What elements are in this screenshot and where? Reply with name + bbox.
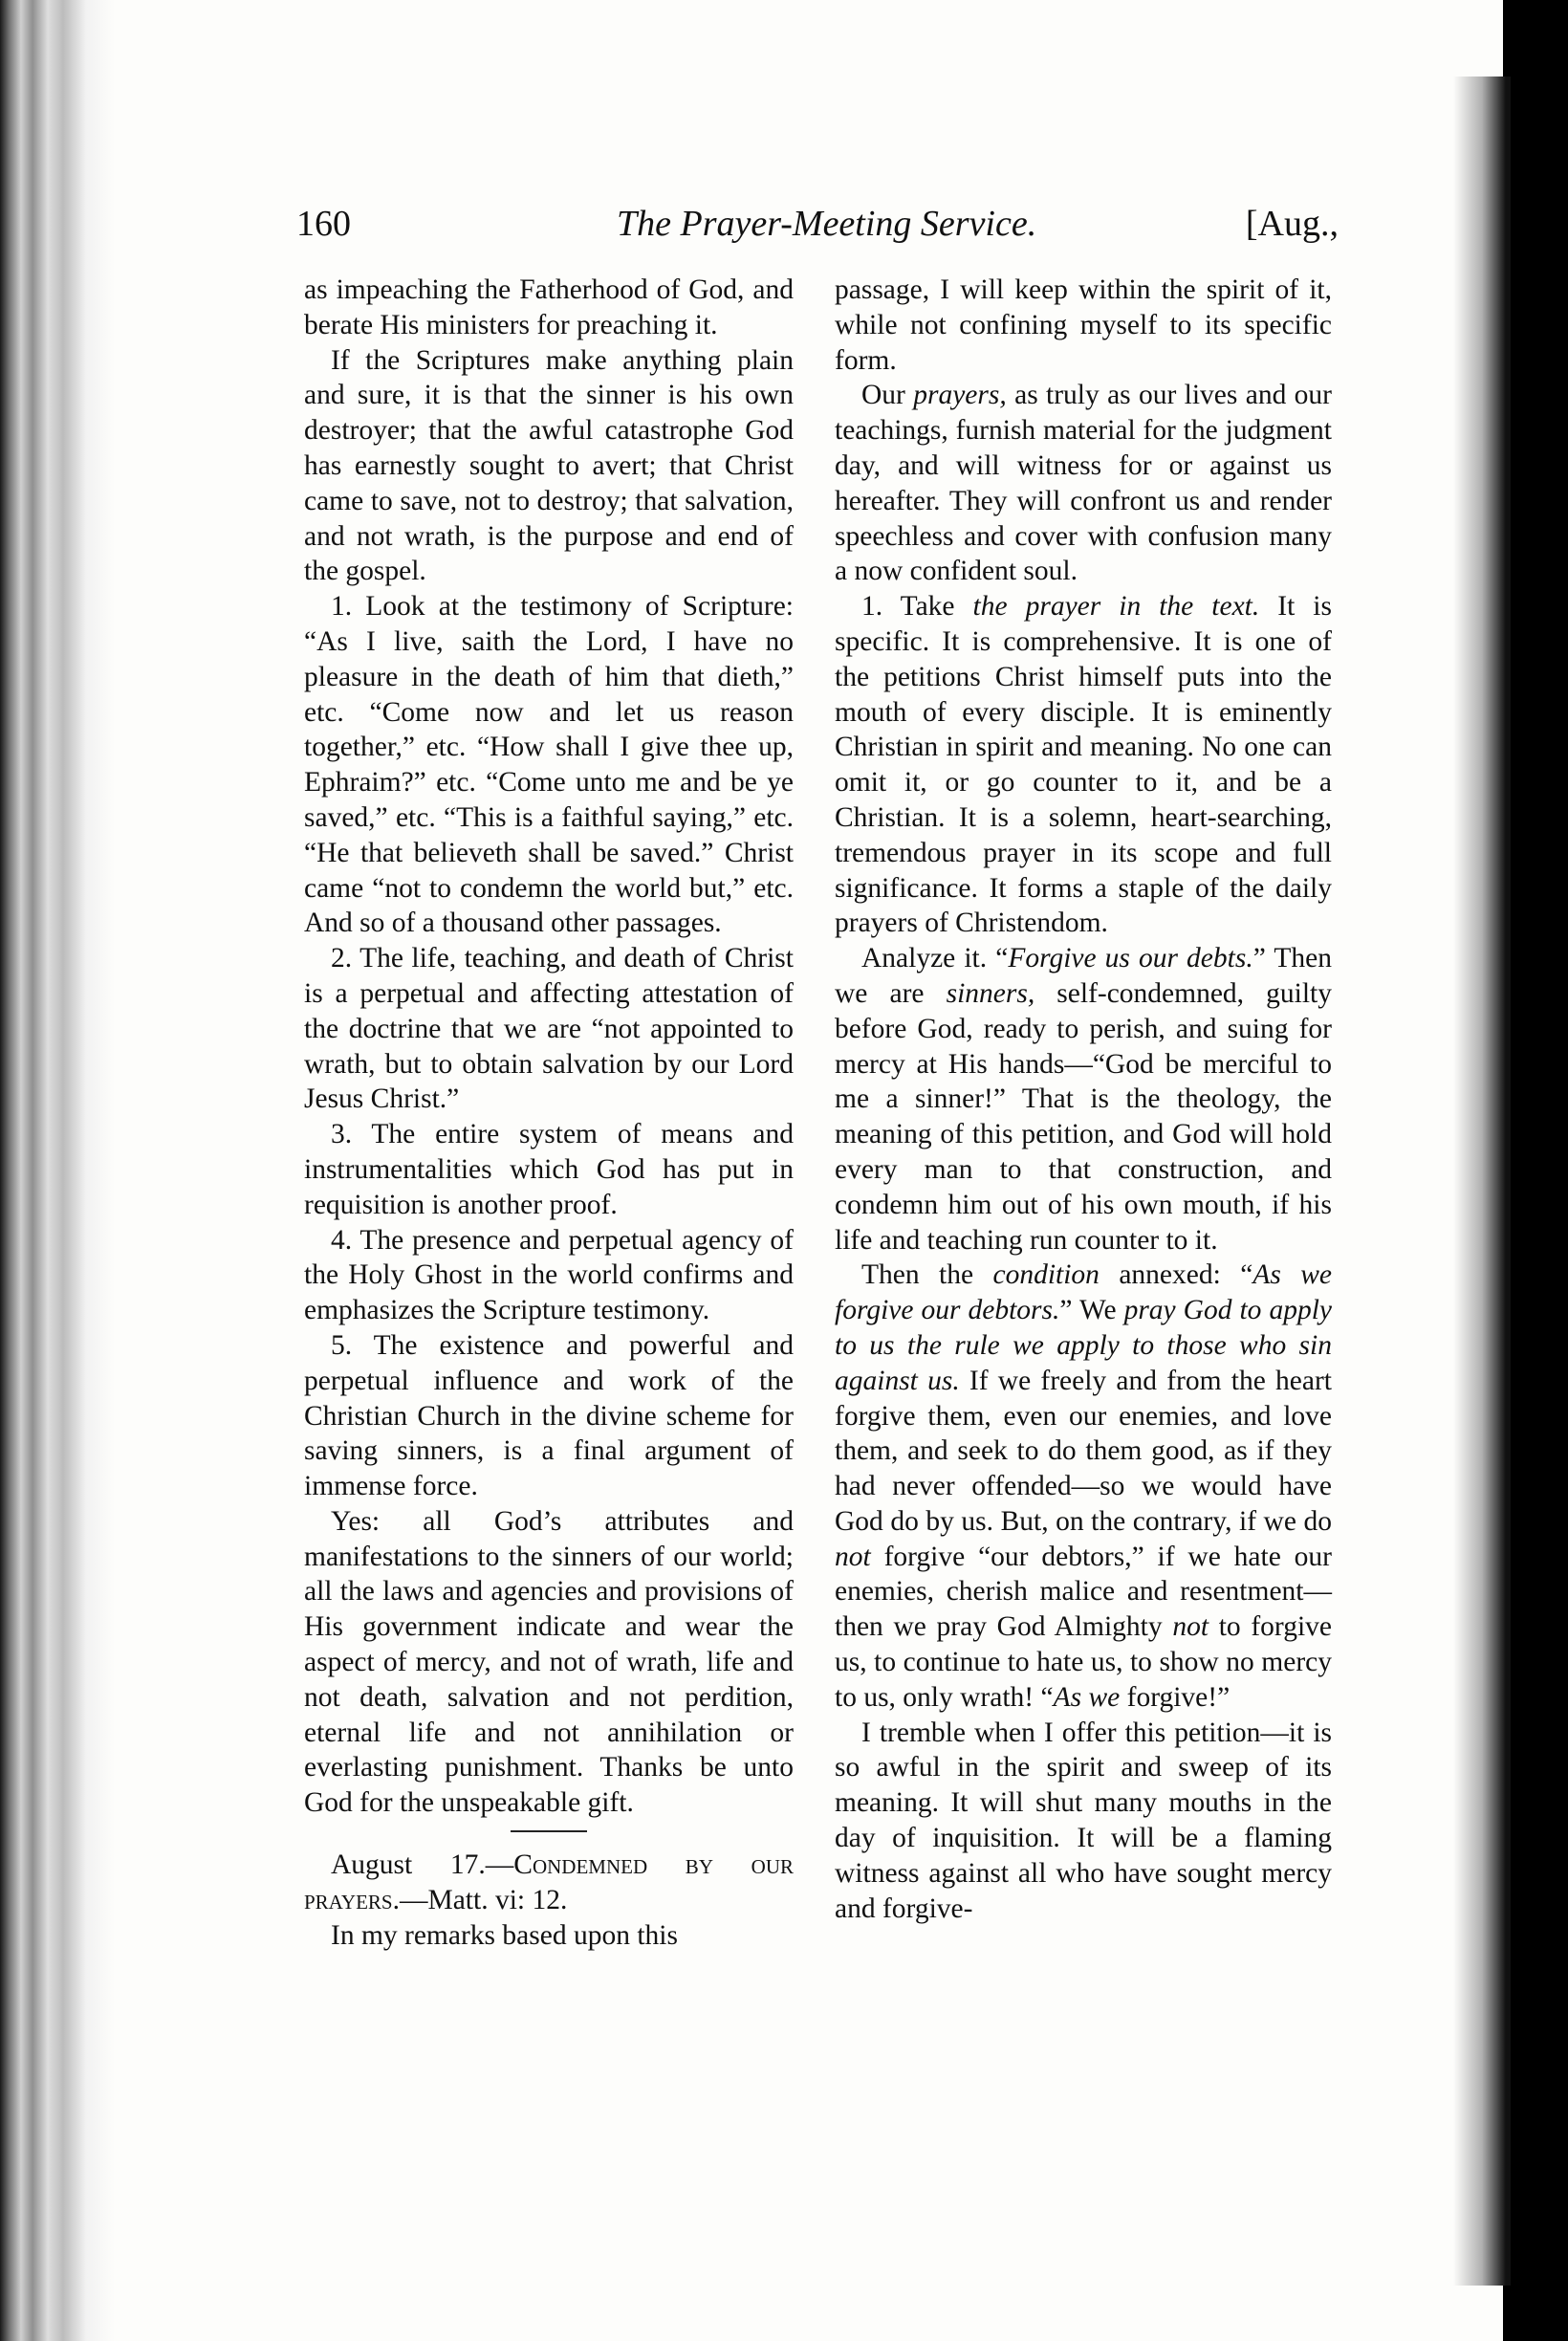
text: ” Then we are bbox=[835, 943, 1332, 1009]
text: Our bbox=[861, 380, 914, 411]
emphasis: As we forgive our debtors. bbox=[835, 1259, 1332, 1326]
emphasis: sinners, bbox=[946, 977, 1035, 1009]
emphasis: As we bbox=[1053, 1681, 1121, 1713]
paragraph: 2. The life, teaching, and death of Christ is a perpetual and affecting attestation of the doctrine that we are “not appointed to wrath, but to obtain salvation by our Lord Jesus Christ.” bbox=[304, 943, 794, 1115]
running-header bbox=[296, 203, 1339, 260]
paragraph: 5. The existence and powerful and perpetual influence and work of the Christian Church in the divine scheme for saving sinners, is a final argument of immense force. bbox=[304, 1329, 794, 1502]
paragraph: If the Scriptures make anything plain and sure, it is that the sinner is his own destroyer; that the awful catastrophe God has earnestly sought to avert; that Christ came to save, not to destroy; that salvation, and not wrath, is the purpose and end of the gospel. bbox=[304, 344, 794, 587]
heading-date: August 17.— bbox=[331, 1849, 514, 1881]
text: forgive!” bbox=[1120, 1681, 1230, 1713]
right-column bbox=[835, 273, 1332, 1926]
heading-reference: —Matt. vi: 12. bbox=[399, 1884, 568, 1915]
book-binding-shadow bbox=[0, 0, 115, 2341]
page-edge-shadow bbox=[1453, 77, 1511, 2286]
text: Analyze it. “ bbox=[861, 943, 1009, 974]
paragraph bbox=[835, 378, 1332, 589]
text: If we freely and from the heart forgive them, even our enemies, and love them, and seek to do them good, as if they had never offended—so we would have God do by us. But, on the contrary, if we do bbox=[835, 1365, 1332, 1537]
left-column bbox=[304, 273, 794, 1953]
paragraph bbox=[835, 589, 1332, 941]
emphasis: condition bbox=[992, 1259, 1100, 1291]
paragraph bbox=[835, 1258, 1332, 1715]
section-heading bbox=[304, 1848, 794, 1918]
emphasis: Forgive us our debts. bbox=[1008, 943, 1253, 974]
page-number: 160 bbox=[296, 204, 351, 244]
heading-title: Condemned by our prayers. bbox=[304, 1849, 795, 1915]
running-month: [Aug., bbox=[1245, 204, 1339, 244]
paragraph bbox=[835, 941, 1332, 1258]
text: annexed: “ bbox=[1099, 1259, 1253, 1291]
text: as truly as our lives and our teachings, furnish material for the judgment day, and will witness for or against us hereafter. They will confront us and render speechless and cover with confusion many a now confident soul. bbox=[835, 380, 1332, 587]
paragraph: I tremble when I offer this petition—it is so awful in the spirit and sweep of its meaning. It will shut many mouths in the day of inquisition. It will be a flaming witness against all who have sought mercy and forgive- bbox=[835, 1717, 1332, 1924]
text: forgive “our debtors,” if we hate our enemies, cherish malice and resentment—then we pray God Almighty bbox=[835, 1541, 1332, 1643]
text: It is specific. It is comprehensive. It is one of the petitions Christ himself puts into the mouth of every disciple. It is eminently Christian in spirit and meaning. No one can omit it, or go counter to it, and be a Christian. It is a solemn, heart-searching, tremendous prayer in its scope and full significance. It forms a staple of the daily prayers of Christendom. bbox=[835, 591, 1332, 939]
paragraph: passage, I will keep within the spirit of it, while not confining myself to its specific form. bbox=[835, 274, 1332, 376]
section-divider bbox=[511, 1830, 587, 1832]
paragraph: Yes: all God’s attributes and manifestations to the sinners of our world; all the laws and agencies and provisions of His government indicate and wear the aspect of mercy, and not of wrath, life and not death, salvation and not perdition, eternal life and not annihilation or everlasting punishment. Thanks be unto God for the unspeakable gift. bbox=[304, 1505, 794, 1819]
paragraph: 3. The entire system of means and instrumentalities which God has put in requisition is another proof. bbox=[304, 1119, 794, 1220]
paragraph: 4. The presence and perpetual agency of the Holy Ghost in the world confirms and emphasizes the Scripture testimony. bbox=[304, 1224, 794, 1326]
text: ” We bbox=[1059, 1295, 1124, 1326]
emphasis: not bbox=[1172, 1611, 1209, 1643]
paragraph: 1. Look at the testimony of Scripture: “As I live, saith the Lord, I have no pleasure in the death of him that dieth,” etc. “Come now and let us reason together,” etc. “How shall I give thee up, Ephraim?” etc. “Come unto me and be ye saved,” etc. “This is a faithful saying,” etc. “He that believeth shall be saved.” Christ came “not to condemn the world but,” etc. And so of a thousand other passages. bbox=[304, 591, 794, 939]
emphasis: pray God to apply to us the rule we apply to those who sin against us. bbox=[835, 1295, 1332, 1396]
paragraph: as impeaching the Fatherhood of God, and berate His ministers for preaching it. bbox=[304, 274, 794, 340]
paragraph: In my remarks based upon this bbox=[331, 1919, 678, 1951]
emphasis: prayers, bbox=[913, 380, 1007, 411]
text: 1. Take bbox=[861, 591, 973, 623]
emphasis: the prayer in the text. bbox=[972, 591, 1260, 623]
text: self-condemned, guilty before God, ready to perish, and suing for mercy at His hands—“God be merciful to me a sinner!” That is the theology, the meaning of this petition, and God will hold every man to that construction, and condemn him out of his own mouth, if his life and teaching run counter to it. bbox=[835, 977, 1332, 1256]
text: to forgive us, to continue to hate us, to show no mercy to us, only wrath! “ bbox=[835, 1611, 1332, 1713]
text: Then the bbox=[861, 1259, 993, 1291]
running-title: The Prayer-Meeting Service. bbox=[617, 204, 1037, 244]
emphasis: not bbox=[835, 1541, 871, 1572]
